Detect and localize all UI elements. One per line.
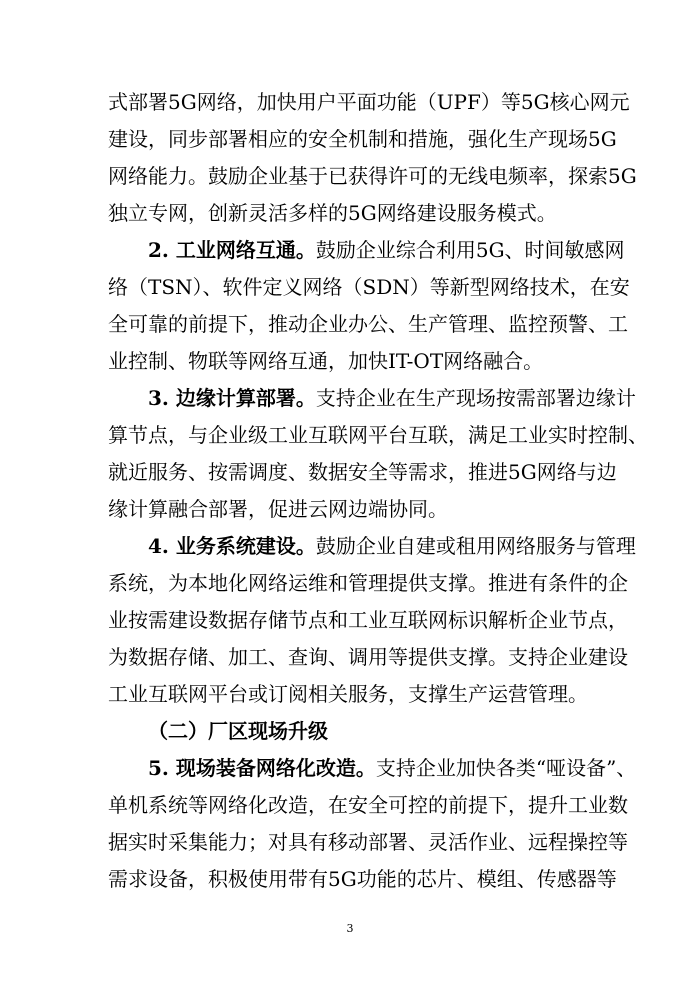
section-heading: （二）厂区现场升级 [148,719,328,743]
body-line: 需求设备，积极使用带有5G功能的芯片、模组、传感器等 [108,867,617,891]
item-3-text: 支持企业在生产现场按需部署边缘计 [315,386,636,410]
body-line: 单机系统等网络化改造，在安全可控的前提下，提升工业数 [108,793,628,817]
body-line: 为数据存储、加工、查询、调用等提供支撑。支持企业建设 [108,645,628,669]
body-line: 缘计算融合部署，促进云网边端协同。 [108,497,448,521]
body-line: 式部署5G网络，加快用户平面功能（UPF）等5G核心网元 [108,90,630,114]
body-line: 系统，为本地化网络运维和管理提供支撑。推进有条件的企 [108,571,628,595]
body-line: 建设，同步部署相应的安全机制和措施，强化生产现场5G [108,127,617,151]
body-line: 工业互联网平台或订阅相关服务，支撑生产运营管理。 [108,682,588,706]
body-line: 络（TSN）、软件定义网络（SDN）等新型网络技术，在安 [108,275,630,299]
body-line: 就近服务、按需调度、数据安全等需求，推进5G网络与边 [108,460,617,484]
page-number: 3 [346,922,354,935]
item-5-first-line [148,753,637,783]
item-3-first-line [148,383,636,413]
item-2-heading: 2. 工业网络互通。 [148,238,316,262]
item-4-heading: 4. 业务系统建设。 [148,534,316,558]
body-line: 据实时采集能力；对具有移动部署、灵活作业、远程操控等 [108,830,628,854]
item-2-first-line [148,235,625,265]
body-line: 全可靠的前提下，推动企业办公、生产管理、监控预警、工 [108,312,628,336]
body-line: 独立专网，创新灵活多样的5G网络建设服务模式。 [108,201,557,225]
body-line: 业控制、物联等网络互通，加快IT-OT网络融合。 [108,349,544,373]
item-5-text: 支持企业加快各类“哑设备”、 [375,756,637,780]
item-4-text: 鼓励企业自建或租用网络服务与管理 [315,534,636,558]
item-4-first-line [148,531,636,561]
item-5-heading: 5. 现场装备网络化改造。 [148,756,376,780]
body-line: 网络能力。鼓励企业基于已获得许可的无线电频率，探索5G [108,164,637,188]
item-2-text: 鼓励企业综合利用5G、时间敏感网 [315,238,625,262]
body-line: 算节点，与企业级工业互联网平台互联，满足工业实时控制、 [108,423,648,447]
body-line: 业按需建设数据存储节点和工业互联网标识解析企业节点， [108,608,628,632]
item-3-heading: 3. 边缘计算部署。 [148,386,316,410]
